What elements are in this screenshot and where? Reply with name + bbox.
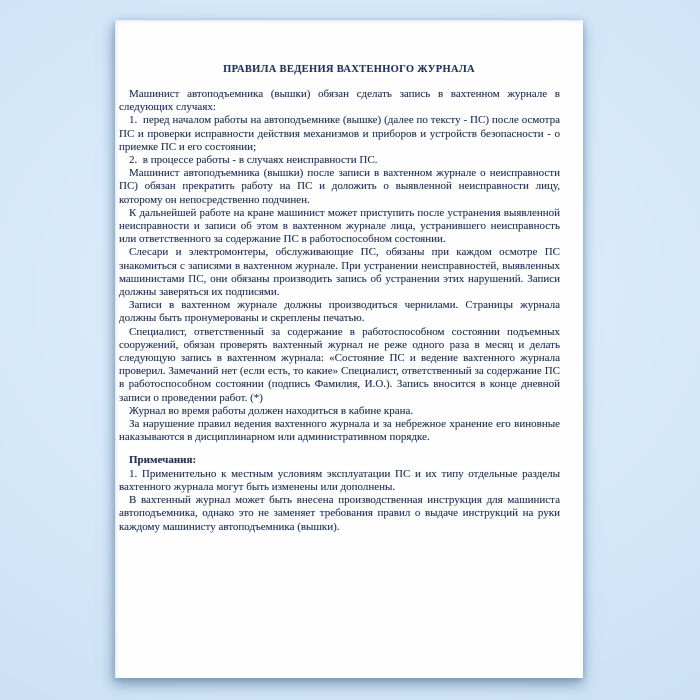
note-paragraph: В вахтенный журнал может быть внесена производственная инструкция для машиниста автоподъемника, однако это не заменяет требования правил о выдаче инструкций на руки каждому машинисту автоподъемника (вышки). — [119, 494, 560, 533]
paragraph: Записи в вахтенном журнале должны производиться чернилами. Страницы журнала должны быть пронумерованы и скреплены печатью. — [119, 299, 560, 325]
paragraph: К дальнейшей работе на кране машинист может приступить после устранения выявленной неисправности и записи об этом в вахтенном журнале лица, устранившего неисправность или ответственного за содержание ПС в работоспособном состоянии. — [119, 206, 560, 246]
note-paragraph: 1. Применительно к местным условиям эксплуатации ПС и их типу отдельные разделы вахтенного журнала могут быть изменены или дополнены. — [119, 467, 560, 493]
paragraph: Слесари и электромонтеры, обслуживающие ПС, обязаны при каждом осмотре ПС знакомиться с записями в вахтенном журнале. При устранении неисправностей, выявленных машинистами ПС, они обязаны производить запись об устранении этих нарушений. Записи должны заверяться их подписями. — [119, 246, 560, 299]
paragraph: За нарушение правил ведения вахтенного журнала и за небрежное хранение его виновные наказываются в дисциплинарном или административном порядке. — [119, 418, 560, 444]
document-page — [115, 20, 583, 678]
paragraph: Специалист, ответственный за содержание в работоспособном состоянии подъемных сооружений, обязан проверять вахтенный журнал не реже одного раза в месяц и делать следующую запись в вахтенном журнала: «Состояние ПС и ведение вахтенного журнала проверил. Замечаний нет (если есть, то какие» Специалист, ответственный за содержание ПС в работоспособном состоянии (подпись Фамилия, И.О.). Запись вносится в конце дневной записи о проведении работ. (*) — [119, 325, 560, 404]
document-body — [119, 88, 560, 534]
list-item-1: 1. перед началом работы на автоподъемнике (вышке) (далее по тексту - ПС) после осмотра ПС и проверки исправности действия механизмов и приборов и устройств безопасности - о приемке ПС и его состоянии; — [119, 114, 560, 153]
paragraph: Машинист автоподъемника (вышки) после записи в вахтенном журнале о неисправности ПС) обязан прекратить работу на ПС и доложить о выявленной неисправности лицу, которому он непосредственно подчинен. — [119, 167, 560, 206]
document-title: ПРАВИЛА ВЕДЕНИЯ ВАХТЕННОГО ЖУРНАЛА — [223, 64, 475, 75]
list-item-2: 2. в процессе работы - в случаях неисправности ПС. — [129, 154, 378, 167]
notes-heading: Примечания: — [129, 454, 197, 467]
paragraph: Журнал во время работы должен находиться в кабине крана. — [129, 404, 414, 417]
paragraph-intro: Машинист автоподъемника (вышки) обязан сделать запись в вахтенном журнале в следующих случаях: — [119, 88, 560, 114]
